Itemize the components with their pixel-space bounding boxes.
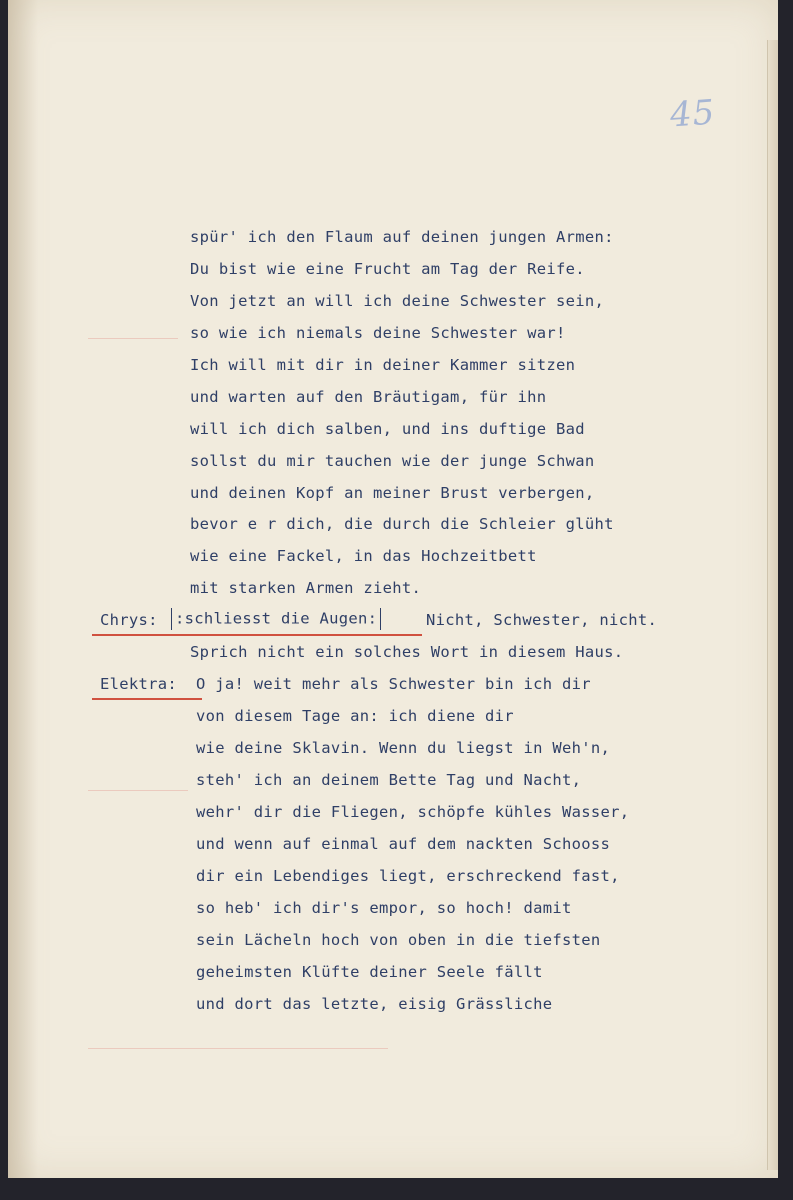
verse-line: O ja! weit mehr als Schwester bin ich dir [196,675,591,693]
verse-line: so wie ich niemals deine Schwester war! [190,324,566,342]
verse-line: sollst du mir tauchen wie der junge Schwan [190,452,595,470]
verse-line: sein Lächeln hoch von oben in die tiefsten [196,931,601,949]
verse-line: bevor e r dich, die durch die Schleier glüht [190,515,614,533]
page-stack-edge [767,40,778,1170]
stage-bracket-left [171,608,172,630]
page-gutter-shadow [8,0,38,1178]
stage-direction-text: :schliesst die Augen: [175,609,378,628]
verse-line: dir ein Lebendiges liegt, erschreckend fast, [196,867,620,885]
show-through-mark [88,1048,388,1049]
folio-number: 45 [668,92,717,136]
verse-line: Sprich nicht ein solches Wort in diesem Haus. [190,643,624,661]
stage-direction [168,608,384,630]
speaker-label-elektra: Elektra: [100,675,178,693]
typescript-page [8,0,778,1178]
verse-line: Ich will mit dir in deiner Kammer sitzen [190,356,576,374]
verse-line: will ich dich salben, und ins duftige Bad [190,420,585,438]
speaker-underline [92,698,202,700]
verse-line: so heb' ich dir's empor, so hoch! damit [196,899,572,917]
verse-line: wie eine Fackel, in das Hochzeitbett [190,547,537,565]
verse-line: mit starken Armen zieht. [190,579,422,597]
speaker-label-chrys: Chrys: [100,611,158,629]
show-through-mark [88,338,178,339]
verse-line: und deinen Kopf an meiner Brust verbergen, [190,484,595,502]
verse-line: spür' ich den Flaum auf deinen jungen Armen: [190,228,614,246]
verse-line: wehr' dir die Fliegen, schöpfe kühles Wasser, [196,803,630,821]
verse-line: Nicht, Schwester, nicht. [426,611,658,629]
verse-line: wie deine Sklavin. Wenn du liegst in Weh'n, [196,739,611,757]
verse-line: von diesem Tage an: ich diene dir [196,707,514,725]
speaker-underline [92,634,422,636]
verse-line: geheimsten Klüfte deiner Seele fällt [196,963,543,981]
show-through-mark [88,790,188,791]
verse-line: und warten auf den Bräutigam, für ihn [190,388,547,406]
stage-bracket-right [380,608,381,630]
verse-line: und wenn auf einmal auf dem nackten Schooss [196,835,611,853]
verse-line: Du bist wie eine Frucht am Tag der Reife. [190,260,585,278]
verse-line: Von jetzt an will ich deine Schwester sein, [190,292,605,310]
verse-line: und dort das letzte, eisig Grässliche [196,995,553,1013]
verse-line: steh' ich an deinem Bette Tag und Nacht, [196,771,582,789]
